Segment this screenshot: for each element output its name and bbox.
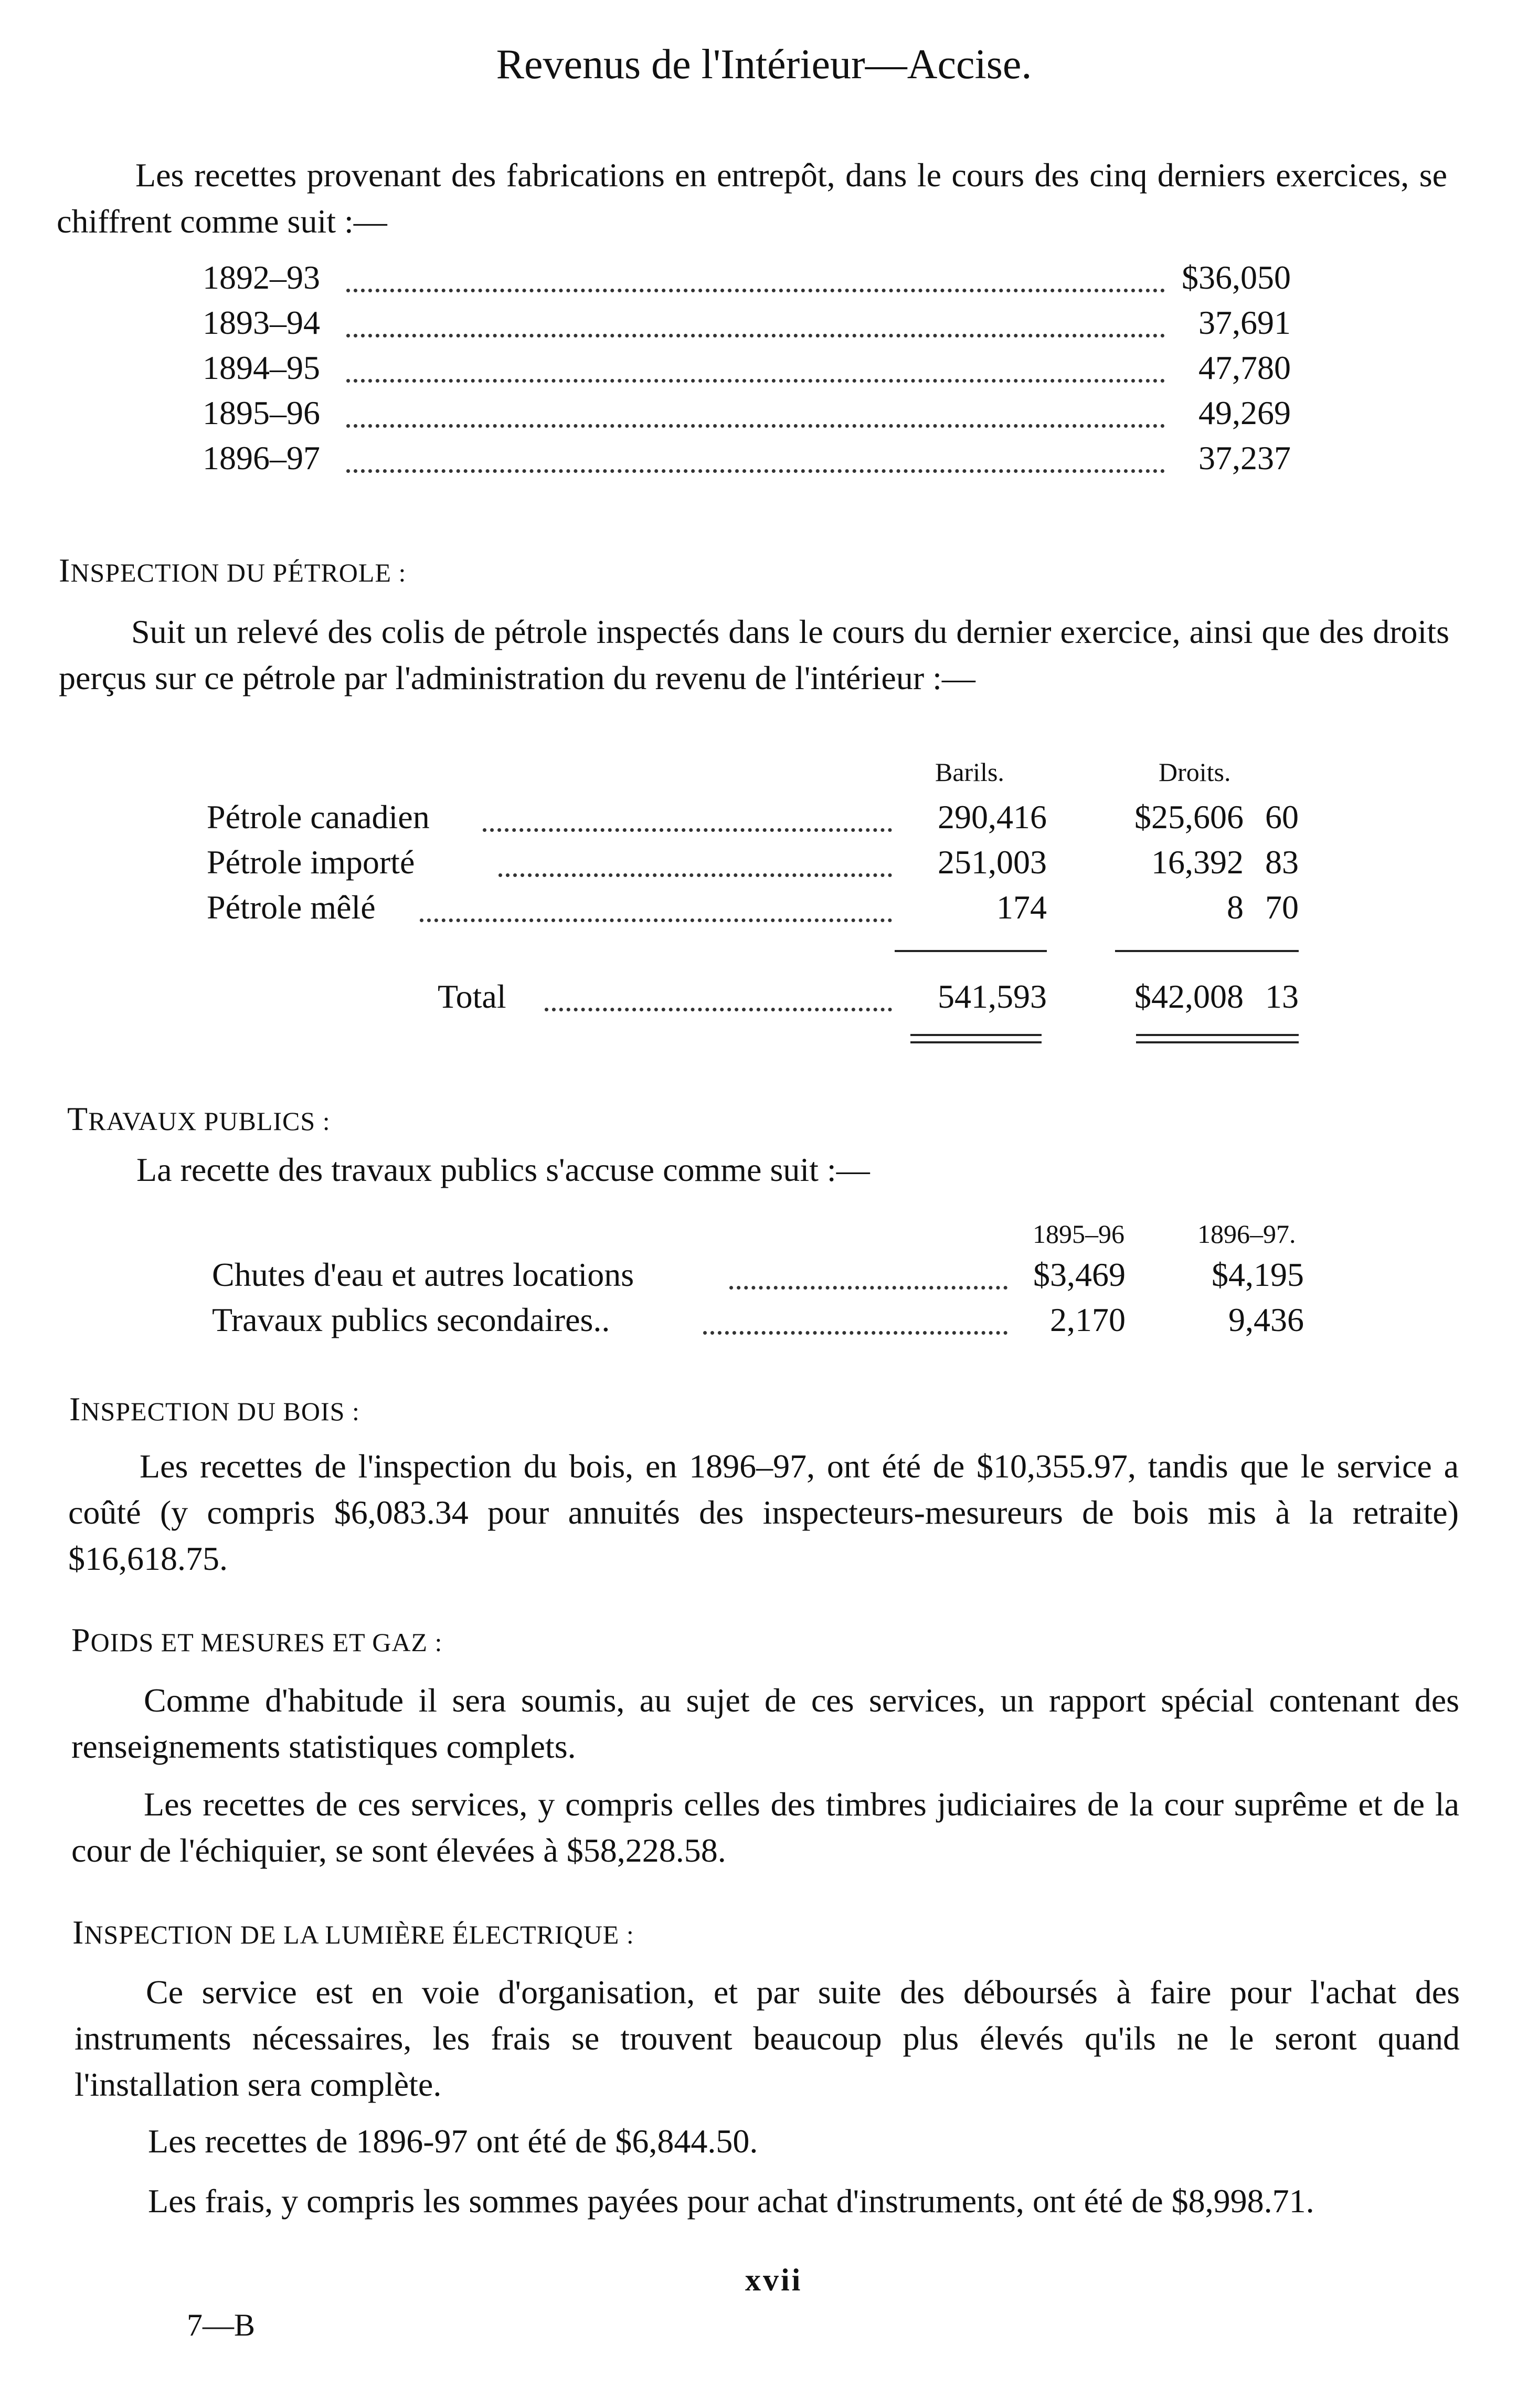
dot-leader — [346, 379, 1165, 383]
barils-value: 174 — [996, 889, 1047, 926]
page-number: xvii — [745, 2263, 803, 2297]
dot-leader — [545, 1008, 892, 1011]
barils-value: 290,416 — [938, 798, 1047, 836]
double-rule — [910, 1034, 1042, 1036]
lumiere-text-2: Les recettes de 1896-97 ont été de $6,844.50. — [148, 2122, 758, 2160]
poids-text-1: Comme d'habitude il sera soumis, au sujet de ces services, un rapport spécial contenant des renseignements statistiques complets. — [71, 1682, 1459, 1765]
dot-leader — [346, 334, 1165, 337]
year-label: 1894–95 — [203, 349, 320, 386]
double-rule — [1136, 1041, 1299, 1043]
total-label: Total — [438, 978, 506, 1015]
row-label: Chutes d'eau et autres locations — [212, 1256, 634, 1293]
barils-value: 251,003 — [938, 843, 1047, 881]
double-rule — [910, 1041, 1042, 1043]
year-value: $36,050 — [1182, 259, 1291, 296]
sheet-signature: 7—B — [187, 2308, 256, 2342]
value-1895: 2,170 — [1050, 1301, 1126, 1338]
year-label: 1892–93 — [203, 259, 320, 296]
lumiere-paragraph-2 — [75, 2118, 1460, 2164]
dot-leader — [483, 828, 892, 832]
dot-leader — [346, 424, 1165, 428]
row-label: Pétrole canadien — [207, 798, 430, 836]
dot-leader — [346, 289, 1165, 292]
petrole-intro — [59, 609, 1449, 701]
column-header-droits: Droits. — [1159, 757, 1231, 787]
bois-text: Les recettes de l'inspection du bois, en 1896–97, ont été de $10,355.97, tandis que le service a coûté (y compris $6,083.34 pour annuités des inspecteurs-mesureurs de bois mis à la retraite) $16,618.75. — [68, 1448, 1459, 1577]
section-heading-lumiere: INSPECTION DE LA LUMIÈRE ÉLECTRIQUE : — [72, 1914, 634, 1951]
droits-dollars: 8 — [1227, 889, 1244, 926]
section-heading-petrole: INSPECTION DU PÉTROLE : — [59, 552, 407, 589]
value-1896: $4,195 — [1212, 1256, 1304, 1293]
column-header-barils: Barils. — [935, 757, 1004, 787]
year-label: 1896–97 — [203, 439, 320, 477]
dot-leader — [420, 918, 892, 922]
petrole-intro-text: Suit un relevé des colis de pétrole inspectés dans le cours du dernier exercice, ainsi que des droits perçus sur ce pétrole par l'administration du revenu de l'intérieur :— — [59, 613, 1449, 696]
droits-dollars: $25,606 — [1134, 798, 1244, 836]
row-label: Travaux publics secondaires.. — [212, 1301, 610, 1338]
row-label: Pétrole importé — [207, 843, 415, 881]
section-heading-bois: INSPECTION DU BOIS : — [69, 1390, 360, 1428]
column-rule — [895, 950, 1047, 952]
year-label: 1895–96 — [203, 394, 320, 431]
dot-leader — [346, 469, 1165, 473]
poids-paragraph-1 — [71, 1677, 1459, 1770]
dot-leader — [729, 1286, 1007, 1290]
excise-intro-text: Les recettes provenant des fabrications en entrepôt, dans le cours des cinq derniers exercices, se chiffrent comme suit :— — [57, 156, 1447, 240]
total-dollars: $42,008 — [1134, 978, 1244, 1015]
section-heading-travaux: TRAVAUX PUBLICS : — [67, 1100, 331, 1137]
droits-cents: 83 — [1265, 843, 1299, 881]
double-rule — [1136, 1034, 1299, 1036]
row-label: Pétrole mêlé — [207, 889, 376, 926]
page-title: Revenus de l'Intérieur—Accise. — [496, 41, 1032, 88]
lumiere-text-3: Les frais, y compris les sommes payées pour achat d'instruments, ont été de $8,998.71. — [148, 2182, 1314, 2220]
year-value: 37,237 — [1198, 439, 1291, 477]
column-rule — [1115, 950, 1299, 952]
bois-paragraph — [68, 1443, 1459, 1582]
droits-cents: 70 — [1265, 889, 1299, 926]
year-value: 47,780 — [1198, 349, 1291, 386]
lumiere-paragraph-1 — [75, 1969, 1460, 2108]
excise-intro — [57, 152, 1447, 245]
lumiere-text-1: Ce service est en voie d'organisation, et par suite des déboursés à faire pour l'achat des instruments nécessaires, les frais se trouvent beaucoup plus élevés qu'ils ne le seront quand l'installation sera complète. — [75, 1973, 1460, 2103]
total-cents: 13 — [1265, 978, 1299, 1015]
droits-cents: 60 — [1265, 798, 1299, 836]
droits-dollars: 16,392 — [1151, 843, 1244, 881]
value-1896: 9,436 — [1228, 1301, 1304, 1338]
column-header-1896: 1896–97. — [1197, 1219, 1296, 1249]
year-value: 37,691 — [1198, 304, 1291, 341]
year-label: 1893–94 — [203, 304, 320, 341]
poids-text-2: Les recettes de ces services, y compris celles des timbres judiciaires de la cour suprême et de la cour de l'échiquier, se sont élevées à $58,228.58. — [71, 1786, 1459, 1869]
dot-leader — [498, 873, 892, 877]
value-1895: $3,469 — [1033, 1256, 1126, 1293]
dot-leader — [703, 1331, 1007, 1335]
lumiere-paragraph-3 — [78, 2178, 1460, 2224]
total-barils: 541,593 — [938, 978, 1047, 1015]
year-value: 49,269 — [1198, 394, 1291, 431]
section-heading-poids: POIDS ET MESURES ET GAZ : — [71, 1621, 443, 1659]
column-header-1895: 1895–96 — [1033, 1219, 1124, 1249]
poids-paragraph-2 — [71, 1781, 1459, 1874]
travaux-intro: La recette des travaux publics s'accuse comme suit :— — [136, 1151, 870, 1188]
